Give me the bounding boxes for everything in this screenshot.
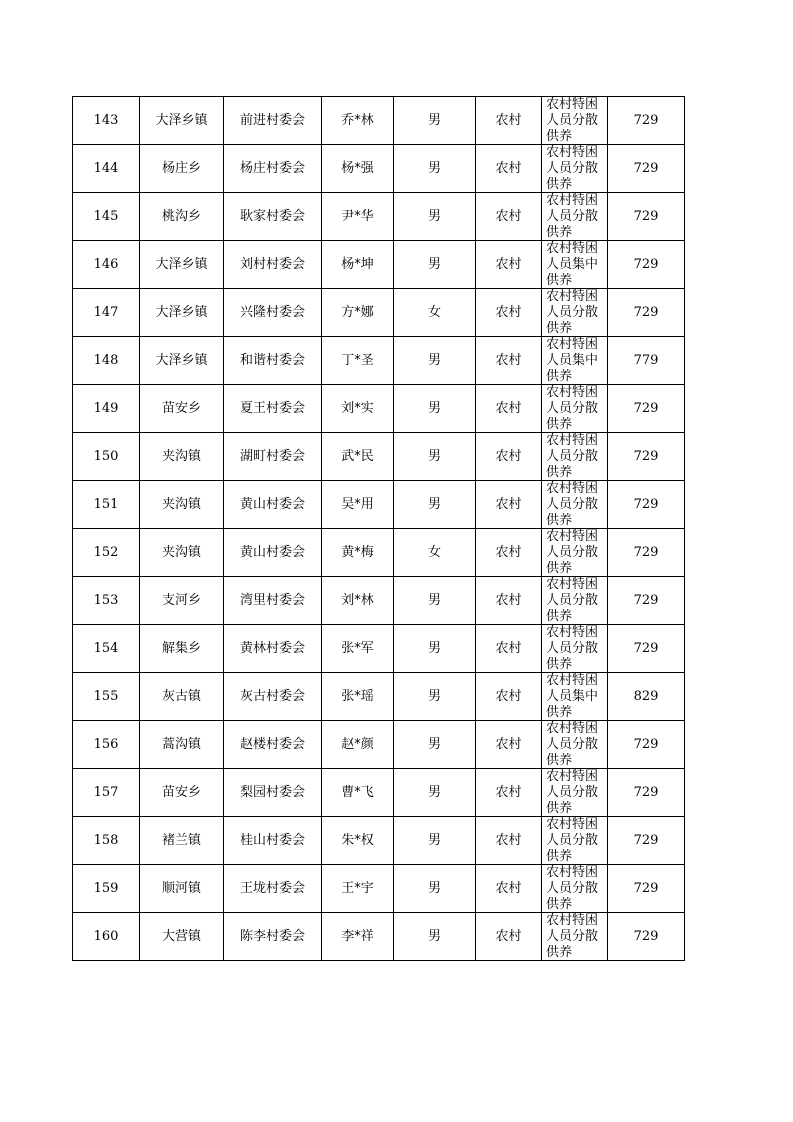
- gender-cell: 男: [394, 433, 476, 481]
- row-number-cell: 147: [73, 289, 140, 337]
- amount-cell: 729: [608, 865, 685, 913]
- table-row: [73, 865, 685, 913]
- village-committee-cell: 赵楼村委会: [224, 721, 322, 769]
- amount-cell: 729: [608, 289, 685, 337]
- table-row: [73, 145, 685, 193]
- area-type-cell: 农村: [476, 625, 542, 673]
- table-row: [73, 481, 685, 529]
- village-committee-cell: 黄山村委会: [224, 529, 322, 577]
- roster-body: [73, 97, 685, 961]
- support-category-cell: [542, 817, 608, 865]
- township-cell: 解集乡: [140, 625, 224, 673]
- person-name-cell: 杨*强: [322, 145, 394, 193]
- support-category-text: 农村特困人员分散供养: [546, 385, 599, 432]
- person-name-cell: 尹*华: [322, 193, 394, 241]
- support-category-cell: [542, 673, 608, 721]
- gender-cell: 女: [394, 289, 476, 337]
- area-type-cell: 农村: [476, 865, 542, 913]
- village-committee-cell: 兴隆村委会: [224, 289, 322, 337]
- amount-cell: 779: [608, 337, 685, 385]
- person-name-cell: 李*祥: [322, 913, 394, 961]
- row-number-cell: 153: [73, 577, 140, 625]
- support-category-cell: [542, 385, 608, 433]
- person-name-cell: 朱*权: [322, 817, 394, 865]
- roster-table: [72, 96, 685, 961]
- row-number-cell: 154: [73, 625, 140, 673]
- township-cell: 顺河镇: [140, 865, 224, 913]
- person-name-cell: 王*宇: [322, 865, 394, 913]
- support-category-cell: [542, 865, 608, 913]
- township-cell: 褚兰镇: [140, 817, 224, 865]
- support-category-text: 农村特困人员分散供养: [546, 193, 599, 240]
- person-name-cell: 乔*林: [322, 97, 394, 145]
- table-row: [73, 673, 685, 721]
- area-type-cell: 农村: [476, 193, 542, 241]
- table-row: [73, 721, 685, 769]
- support-category-cell: [542, 625, 608, 673]
- person-name-cell: 张*军: [322, 625, 394, 673]
- support-category-text: 农村特困人员集中供养: [546, 337, 599, 384]
- person-name-cell: 张*瑶: [322, 673, 394, 721]
- gender-cell: 男: [394, 625, 476, 673]
- support-category-cell: [542, 337, 608, 385]
- gender-cell: 男: [394, 385, 476, 433]
- gender-cell: 男: [394, 481, 476, 529]
- table-row: [73, 625, 685, 673]
- support-category-cell: [542, 97, 608, 145]
- row-number-cell: 156: [73, 721, 140, 769]
- support-category-text: 农村特困人员分散供养: [546, 913, 599, 960]
- area-type-cell: 农村: [476, 433, 542, 481]
- village-committee-cell: 黄林村委会: [224, 625, 322, 673]
- village-committee-cell: 和谐村委会: [224, 337, 322, 385]
- village-committee-cell: 前进村委会: [224, 97, 322, 145]
- support-category-text: 农村特困人员分散供养: [546, 577, 599, 624]
- row-number-cell: 148: [73, 337, 140, 385]
- support-category-cell: [542, 193, 608, 241]
- area-type-cell: 农村: [476, 721, 542, 769]
- person-name-cell: 刘*实: [322, 385, 394, 433]
- village-committee-cell: 黄山村委会: [224, 481, 322, 529]
- township-cell: 夹沟镇: [140, 529, 224, 577]
- support-category-text: 农村特困人员分散供养: [546, 625, 599, 672]
- table-row: [73, 385, 685, 433]
- gender-cell: 男: [394, 193, 476, 241]
- township-cell: 支河乡: [140, 577, 224, 625]
- support-category-text: 农村特困人员分散供养: [546, 145, 599, 192]
- amount-cell: 729: [608, 577, 685, 625]
- amount-cell: 829: [608, 673, 685, 721]
- table-row: [73, 529, 685, 577]
- person-name-cell: 吴*用: [322, 481, 394, 529]
- table-row: [73, 913, 685, 961]
- area-type-cell: 农村: [476, 913, 542, 961]
- township-cell: 大营镇: [140, 913, 224, 961]
- area-type-cell: 农村: [476, 481, 542, 529]
- row-number-cell: 150: [73, 433, 140, 481]
- row-number-cell: 149: [73, 385, 140, 433]
- amount-cell: 729: [608, 145, 685, 193]
- table-row: [73, 97, 685, 145]
- amount-cell: 729: [608, 913, 685, 961]
- table-row: [73, 577, 685, 625]
- support-category-text: 农村特困人员分散供养: [546, 433, 599, 480]
- village-committee-cell: 桂山村委会: [224, 817, 322, 865]
- township-cell: 蒿沟镇: [140, 721, 224, 769]
- village-committee-cell: 王垅村委会: [224, 865, 322, 913]
- gender-cell: 男: [394, 913, 476, 961]
- village-committee-cell: 杨庄村委会: [224, 145, 322, 193]
- row-number-cell: 151: [73, 481, 140, 529]
- person-name-cell: 刘*林: [322, 577, 394, 625]
- gender-cell: 男: [394, 337, 476, 385]
- row-number-cell: 157: [73, 769, 140, 817]
- township-cell: 大泽乡镇: [140, 337, 224, 385]
- support-category-text: 农村特困人员分散供养: [546, 721, 599, 768]
- township-cell: 大泽乡镇: [140, 241, 224, 289]
- township-cell: 大泽乡镇: [140, 97, 224, 145]
- support-category-cell: [542, 577, 608, 625]
- amount-cell: 729: [608, 529, 685, 577]
- township-cell: 大泽乡镇: [140, 289, 224, 337]
- row-number-cell: 152: [73, 529, 140, 577]
- area-type-cell: 农村: [476, 337, 542, 385]
- row-number-cell: 158: [73, 817, 140, 865]
- row-number-cell: 160: [73, 913, 140, 961]
- support-category-cell: [542, 433, 608, 481]
- gender-cell: 女: [394, 529, 476, 577]
- area-type-cell: 农村: [476, 817, 542, 865]
- support-category-cell: [542, 241, 608, 289]
- amount-cell: 729: [608, 385, 685, 433]
- support-category-text: 农村特困人员分散供养: [546, 289, 599, 336]
- support-category-cell: [542, 913, 608, 961]
- township-cell: 夹沟镇: [140, 433, 224, 481]
- table-row: [73, 193, 685, 241]
- area-type-cell: 农村: [476, 769, 542, 817]
- support-category-cell: [542, 529, 608, 577]
- amount-cell: 729: [608, 433, 685, 481]
- table-row: [73, 817, 685, 865]
- village-committee-cell: 灰古村委会: [224, 673, 322, 721]
- township-cell: 桃沟乡: [140, 193, 224, 241]
- village-committee-cell: 耿家村委会: [224, 193, 322, 241]
- gender-cell: 男: [394, 769, 476, 817]
- person-name-cell: 方*娜: [322, 289, 394, 337]
- gender-cell: 男: [394, 577, 476, 625]
- village-committee-cell: 湾里村委会: [224, 577, 322, 625]
- township-cell: 苗安乡: [140, 385, 224, 433]
- gender-cell: 男: [394, 817, 476, 865]
- row-number-cell: 144: [73, 145, 140, 193]
- table-row: [73, 241, 685, 289]
- village-committee-cell: 刘村村委会: [224, 241, 322, 289]
- row-number-cell: 143: [73, 97, 140, 145]
- table-row: [73, 433, 685, 481]
- person-name-cell: 黄*梅: [322, 529, 394, 577]
- area-type-cell: 农村: [476, 145, 542, 193]
- support-category-cell: [542, 721, 608, 769]
- row-number-cell: 145: [73, 193, 140, 241]
- support-category-text: 农村特困人员分散供养: [546, 865, 599, 912]
- amount-cell: 729: [608, 817, 685, 865]
- support-category-text: 农村特困人员分散供养: [546, 97, 599, 144]
- village-committee-cell: 夏王村委会: [224, 385, 322, 433]
- amount-cell: 729: [608, 241, 685, 289]
- amount-cell: 729: [608, 625, 685, 673]
- support-category-text: 农村特困人员分散供养: [546, 481, 599, 528]
- gender-cell: 男: [394, 865, 476, 913]
- area-type-cell: 农村: [476, 289, 542, 337]
- person-name-cell: 武*民: [322, 433, 394, 481]
- township-cell: 灰古镇: [140, 673, 224, 721]
- area-type-cell: 农村: [476, 673, 542, 721]
- table-row: [73, 337, 685, 385]
- support-category-cell: [542, 769, 608, 817]
- person-name-cell: 杨*坤: [322, 241, 394, 289]
- amount-cell: 729: [608, 193, 685, 241]
- support-category-text: 农村特困人员集中供养: [546, 673, 599, 720]
- township-cell: 苗安乡: [140, 769, 224, 817]
- gender-cell: 男: [394, 241, 476, 289]
- township-cell: 夹沟镇: [140, 481, 224, 529]
- table-row: [73, 289, 685, 337]
- village-committee-cell: 湖町村委会: [224, 433, 322, 481]
- gender-cell: 男: [394, 721, 476, 769]
- row-number-cell: 155: [73, 673, 140, 721]
- area-type-cell: 农村: [476, 385, 542, 433]
- person-name-cell: 丁*圣: [322, 337, 394, 385]
- gender-cell: 男: [394, 673, 476, 721]
- support-category-cell: [542, 145, 608, 193]
- village-committee-cell: 梨园村委会: [224, 769, 322, 817]
- village-committee-cell: 陈李村委会: [224, 913, 322, 961]
- amount-cell: 729: [608, 769, 685, 817]
- area-type-cell: 农村: [476, 241, 542, 289]
- person-name-cell: 赵*颜: [322, 721, 394, 769]
- support-category-cell: [542, 289, 608, 337]
- support-category-text: 农村特困人员集中供养: [546, 241, 599, 288]
- support-category-cell: [542, 481, 608, 529]
- area-type-cell: 农村: [476, 577, 542, 625]
- amount-cell: 729: [608, 97, 685, 145]
- row-number-cell: 146: [73, 241, 140, 289]
- row-number-cell: 159: [73, 865, 140, 913]
- support-category-text: 农村特困人员分散供养: [546, 769, 599, 816]
- person-name-cell: 曹*飞: [322, 769, 394, 817]
- support-category-text: 农村特困人员分散供养: [546, 529, 599, 576]
- area-type-cell: 农村: [476, 97, 542, 145]
- amount-cell: 729: [608, 481, 685, 529]
- area-type-cell: 农村: [476, 529, 542, 577]
- township-cell: 杨庄乡: [140, 145, 224, 193]
- gender-cell: 男: [394, 97, 476, 145]
- amount-cell: 729: [608, 721, 685, 769]
- table-row: [73, 769, 685, 817]
- support-category-text: 农村特困人员分散供养: [546, 817, 599, 864]
- gender-cell: 男: [394, 145, 476, 193]
